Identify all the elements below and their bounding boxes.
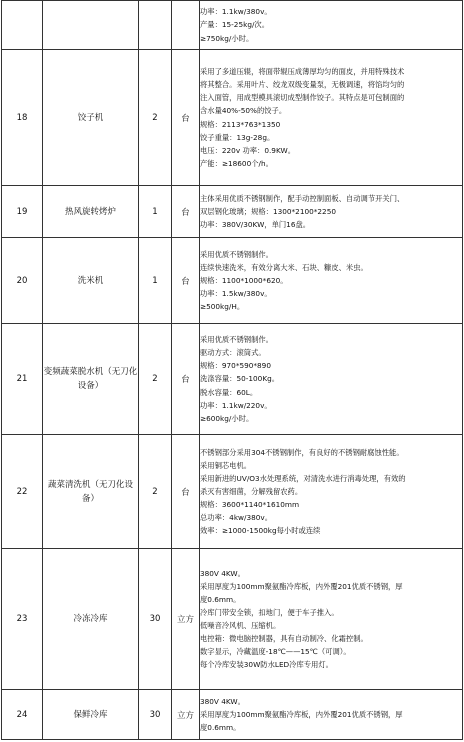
- equipment-name: 变频蔬菜脱水机（无刀化设备）: [43, 324, 139, 435]
- equipment-name: [43, 1, 139, 50]
- unit: 台: [172, 435, 200, 549]
- quantity: 2: [139, 50, 172, 186]
- spec-line: ≥500kg/H。: [200, 302, 245, 312]
- spec-line: 采用了多道压辊，将面带辊压成薄厚均匀的面皮，并用特殊技术: [200, 67, 405, 77]
- quantity: 30: [139, 549, 172, 690]
- specification: [200, 1, 463, 50]
- specification: [200, 50, 463, 186]
- equipment-name: 保鲜冷库: [43, 690, 139, 740]
- equipment-name: 蔬菜清洗机（无刀化设备）: [43, 435, 139, 549]
- row-number: 20: [2, 238, 43, 324]
- spec-line: 双层钢化玻璃；规格：1300*2100*2250: [200, 206, 336, 216]
- table-row: [2, 324, 463, 435]
- equipment-name: 冷冻冷库: [43, 549, 139, 690]
- row-number: 22: [2, 435, 43, 549]
- spec-line: 每个冷库安装30W防水LED冷库专用灯。: [200, 660, 333, 670]
- spec-line: 采用新进的UV/O3水处理系统，对清洗水进行消毒处理，有效的: [200, 473, 406, 483]
- unit: 立方: [172, 690, 200, 740]
- table-row: [2, 238, 463, 324]
- equipment-name: 洗米机: [43, 238, 139, 324]
- spec-line: 脱水容量：60L。: [200, 387, 258, 397]
- quantity: 1: [139, 186, 172, 238]
- spec-line: 驱动方式：滚筒式。: [200, 348, 266, 358]
- spec-line: 电控箱：微电脑控制器，具有自动制冷、化霜控制。: [200, 634, 368, 644]
- row-number: 21: [2, 324, 43, 435]
- table-row: [2, 50, 463, 186]
- row-number: [2, 1, 43, 50]
- spec-line: 杀灭有害细菌，分解残留农药。: [200, 486, 303, 496]
- spec-line: 采用厚度为100mm聚氨酯冷库板，内外覆201优质不锈钢，厚: [200, 709, 403, 719]
- spec-line: 连续快速洗米，有效分离大米、石块、糠皮、米虫。: [200, 262, 368, 272]
- quantity: [139, 1, 172, 50]
- spec-line: 功率：1.1kw/380v。: [200, 7, 272, 17]
- spec-line: 度0.6mm。: [200, 594, 241, 604]
- spec-line: 产能：≥18600个/h。: [200, 158, 273, 168]
- row-number: 23: [2, 549, 43, 690]
- table-row: [2, 690, 463, 740]
- equipment-name: 热风旋转烤炉: [43, 186, 139, 238]
- spec-line: 规格：3600*1140*1610mm: [200, 500, 300, 510]
- table-body: [2, 1, 463, 740]
- spec-line: 总功率：4kw/380v。: [200, 513, 273, 523]
- spec-line: 采用优质不锈钢制作。: [200, 249, 273, 259]
- spec-line: 功率：1.5kw/380v。: [200, 289, 272, 299]
- spec-line: 380V 4KW。: [200, 568, 245, 578]
- table-row: [2, 186, 463, 238]
- specification: [200, 435, 463, 549]
- spec-line: 数字显示，冷藏温度-18℃——15℃（可调）。: [200, 647, 351, 657]
- table-row: [2, 435, 463, 549]
- spec-line: 主体采用优质不锈钢制作，配手动控制面板、自动调节开关门、: [200, 193, 405, 203]
- equipment-spec-table: [1, 0, 463, 740]
- unit: 台: [172, 50, 200, 186]
- table-row: [2, 1, 463, 50]
- spec-line: 低噪音冷风机、压缩机。: [200, 621, 281, 630]
- quantity: 1: [139, 238, 172, 324]
- specification: [200, 690, 463, 740]
- equipment-name: 饺子机: [43, 50, 139, 186]
- quantity: 30: [139, 690, 172, 740]
- spec-line: 注入面管，用成型模具滚切成型制作饺子。其特点是可包制面的: [200, 93, 405, 103]
- spec-line: 产量：15-25kg/次。: [200, 20, 270, 30]
- spec-line: 规格：1100*1000*620。: [200, 275, 288, 285]
- unit: 台: [172, 186, 200, 238]
- specification: [200, 324, 463, 435]
- spec-line: 冷库门带安全锁，扣地门，便于车子推入。: [200, 607, 339, 617]
- spec-line: 功率：380V/30KW，单门16盘。: [200, 220, 311, 230]
- spec-line: 不锈钢部分采用304不锈钢制作，有良好的不锈钢耐腐蚀性能。: [200, 447, 404, 457]
- spec-line: 采用铜芯电机。: [200, 460, 252, 470]
- spec-line: 饺子重量：13g-28g。: [200, 132, 275, 142]
- spec-line: 度0.6mm。: [200, 723, 241, 733]
- quantity: 2: [139, 324, 172, 435]
- quantity: 2: [139, 435, 172, 549]
- spec-line: 规格：970*590*890: [200, 361, 271, 371]
- spec-line: 功率：1.1kw/220v。: [200, 400, 272, 410]
- unit: 台: [172, 238, 200, 324]
- spec-line: 采用厚度为100mm聚氨酯冷库板，内外覆201优质不锈钢，厚: [200, 581, 403, 591]
- row-number: 18: [2, 50, 43, 186]
- spec-line: 380V 4KW。: [200, 696, 245, 706]
- spec-line: ≥600kg/小时。: [200, 413, 254, 423]
- spec-line: 含水量40%-50%的饺子。: [200, 106, 287, 116]
- unit: 台: [172, 324, 200, 435]
- spec-line: 规格：2113*763*1350: [200, 119, 281, 129]
- spec-line: 将其整合。采用叶片、绞龙双级变量泵，无极调速，将馅均匀的: [200, 80, 405, 90]
- spec-line: 效率：≥1000-1500kg每小时或连续: [200, 526, 321, 536]
- table-row: [2, 549, 463, 690]
- spec-line: ≥750kg/小时。: [200, 33, 254, 43]
- row-number: 24: [2, 690, 43, 740]
- spec-line: 电压：220v 功率：0.9KW。: [200, 145, 295, 155]
- specification: [200, 186, 463, 238]
- specification: [200, 549, 463, 690]
- unit: 立方: [172, 549, 200, 690]
- specification: [200, 238, 463, 324]
- spec-line: 洗涤容量：50-100Kg。: [200, 374, 280, 384]
- spec-line: 采用优质不锈钢制作。: [200, 335, 273, 345]
- unit: [172, 1, 200, 50]
- row-number: 19: [2, 186, 43, 238]
